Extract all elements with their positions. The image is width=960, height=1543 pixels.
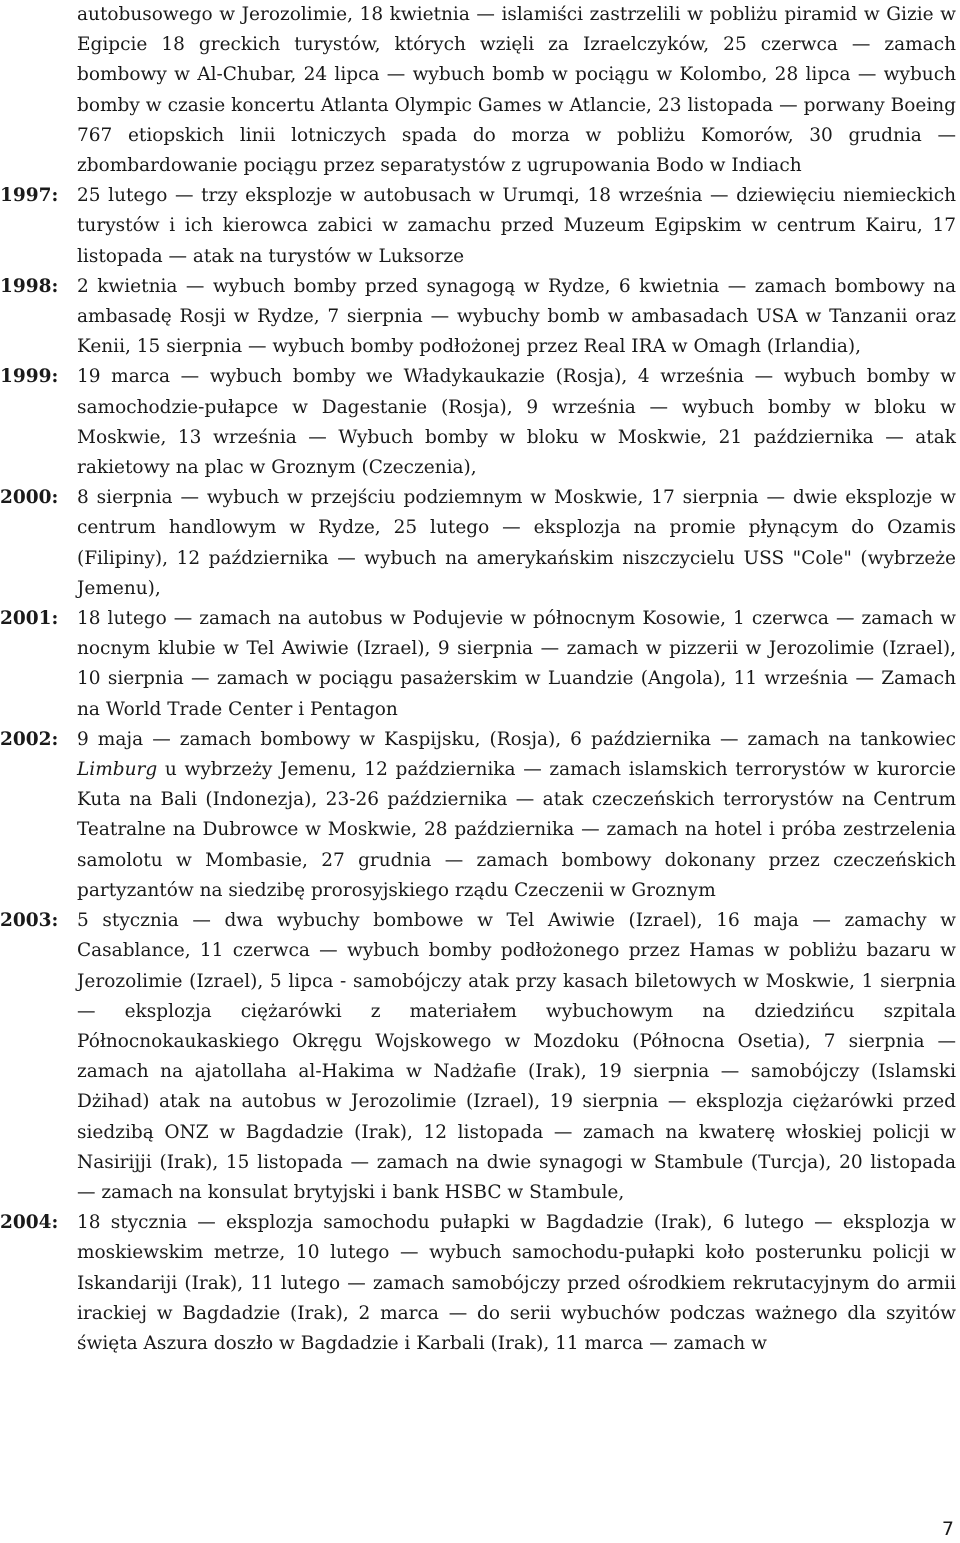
- entry-text-part: 9 maja — zamach bombowy w Kaspijsku, (Rosja), 6 października — zamach na tankowiec: [77, 728, 956, 750]
- paragraph-continuation: autobusowego w Jerozolimie, 18 kwietnia — islamiści zastrzelili w pobliżu piramid w Gizie w Egipcie 18 greckich turystów, których wzięli za Izraelczyków, 25 czerwca — zamach bombowy w Al-Chubar, 24 lipca — wybuch bomb w pociągu w Kolombo, 28 lipca — wybuch bomby w czasie koncertu Atlanta Olympic Games w Atlancie, 23 listopada — porwany Boeing 767 etiopskich linii lotniczych spada do morza w pobliżu Komorów, 30 grudnia — zbombardowanie pociągu przez separatystów z ugrupowania Bodo w Indiach: [77, 4, 956, 177]
- entry-text: 2 kwietnia — wybuch bomby przed synagogą w Rydze, 6 kwietnia — zamach bombowy na ambasadę Rosji w Rydze, 7 sierpnia — wybuchy bomb w ambasadach USA w Tanzanii oraz Kenii, 15 sierpnia — wybuch bomby podłożonej przez Real IRA w Omagh (Irlandia),: [77, 275, 956, 358]
- year-label: 2004:: [0, 1212, 59, 1234]
- year-label: 2002:: [0, 728, 59, 750]
- timeline-entry-2002: [0, 725, 956, 906]
- timeline-entry-2000: [0, 483, 956, 604]
- page-number: 7: [941, 1518, 954, 1540]
- entry-text: 19 marca — wybuch bomby we Władykaukazie (Rosja), 4 września — wybuch bomby w samochodzie-pułapce w Dagestanie (Rosja), 9 września — wybuch bomby w bloku w Moskwie, 13 września — Wybuch bomby w bloku w Moskwie, 21 października — atak rakietowy na plac w Groznym (Czeczenia),: [77, 366, 956, 479]
- entry-text: 18 lutego — zamach na autobus w Podujevie w północnym Kosowie, 1 czerwca — zamach w nocnym klubie w Tel Awiwie (Izrael), 9 sierpnia — zamach w pizzerii w Jerozolimie (Izrael), 10 sierpnia — zamach w pociągu pasażerskim w Luandzie (Angola), 11 września — Zamach na World Trade Center i Pentagon: [77, 608, 956, 720]
- year-label: 2003:: [0, 910, 59, 932]
- entry-text: 8 sierpnia — wybuch w przejściu podziemnym w Moskwie, 17 sierpnia — dwie eksplozje w centrum handlowym w Rydze, 25 lutego — eksplozja na promie płynącym do Ozamis (Filipiny), 12 października — wybuch na amerykańskim niszczycielu USS "Cole" (wybrzeże Jemenu),: [77, 487, 956, 599]
- timeline-entry-1998: [0, 272, 956, 363]
- year-label: 1999:: [0, 366, 59, 388]
- timeline-entry-2003: [0, 906, 956, 1208]
- year-label: 2000:: [0, 487, 59, 509]
- entry-text: 5 stycznia — dwa wybuchy bombowe w Tel Awiwie (Izrael), 16 maja — zamachy w Casablance, 11 czerwca — wybuch bomby podłożonego przez Hamas w pobliżu bazaru w Jerozolimie (Izrael), 5 lipca - samobójczy atak przy kasach biletowych w Moskwie, 1 sierpnia — eksplozja ciężarówki z materiałem wybuchowym na dziedzińcu szpitala Północnokaukaskiego Okręgu Wojskowego w Mozdoku (Północna Osetia), 7 sierpnia — zamach na ajatollaha al-Hakima w Nadżafie (Irak), 19 sierpnia — samobójczy (Islamski Dżihad) atak na autobus w Jerozolimie (Izrael), 19 sierpnia — eksplozja ciężarówki przed siedzibą ONZ w Bagdadzie (Irak), 12 listopada — zamach na kwaterę włoskiej policji w Nasirijji (Irak), 15 listopada — zamach na dwie synagogi w Stambule (Turcja), 20 listopada — zamach na konsulat brytyjski i bank HSBC w Stambule,: [77, 910, 956, 1203]
- year-label: 1998:: [0, 275, 59, 297]
- timeline-entry-2001: [0, 604, 956, 725]
- timeline-entry-1997: [0, 181, 956, 272]
- timeline-entry-1999: [0, 362, 956, 483]
- timeline-entry-2004: [0, 1208, 956, 1359]
- ship-name-italic: Limburg: [77, 759, 158, 781]
- entry-text-part: u wybrzeży Jemenu, 12 października — zamach islamskich terrorystów w kurorcie Kuta na Bali (Indonezja), 23-26 października — atak czeczeńskich terrorystów na Centrum Teatralne na Dubrowce w Moskwie, 28 października — zamach na hotel i próba zestrzelenia samolotu w Mombasie, 27 grudnia — zamach bombowy dokonany przez czeczeńskich partyzantów na siedzibę prorosyjskiego rządu Czeczenii w Groznym: [77, 759, 956, 901]
- entry-text: 18 stycznia — eksplozja samochodu pułapki w Bagdadzie (Irak), 6 lutego — eksplozja w moskiewskim metrze, 10 lutego — wybuch samochodu-pułapki koło posterunku policji w Iskandariji (Irak), 11 lutego — zamach samobójczy przed ośrodkiem rekrutacyjnym do armii irackiej w Bagdadzie (Irak), 2 marca — do serii wybuchów podczas ważnego dla szyitów święta Aszura doszło w Bagdadzie i Karbali (Irak), 11 marca — zamach w: [77, 1212, 956, 1354]
- year-label: 1997:: [0, 185, 59, 207]
- entry-text: 25 lutego — trzy eksplozje w autobusach w Urumqi, 18 września — dziewięciu niemieckich turystów i ich kierowca zabici w zamachu przed Muzeum Egipskim w centrum Kairu, 17 listopada — atak na turystów w Luksorze: [77, 185, 956, 267]
- year-label: 2001:: [0, 608, 59, 630]
